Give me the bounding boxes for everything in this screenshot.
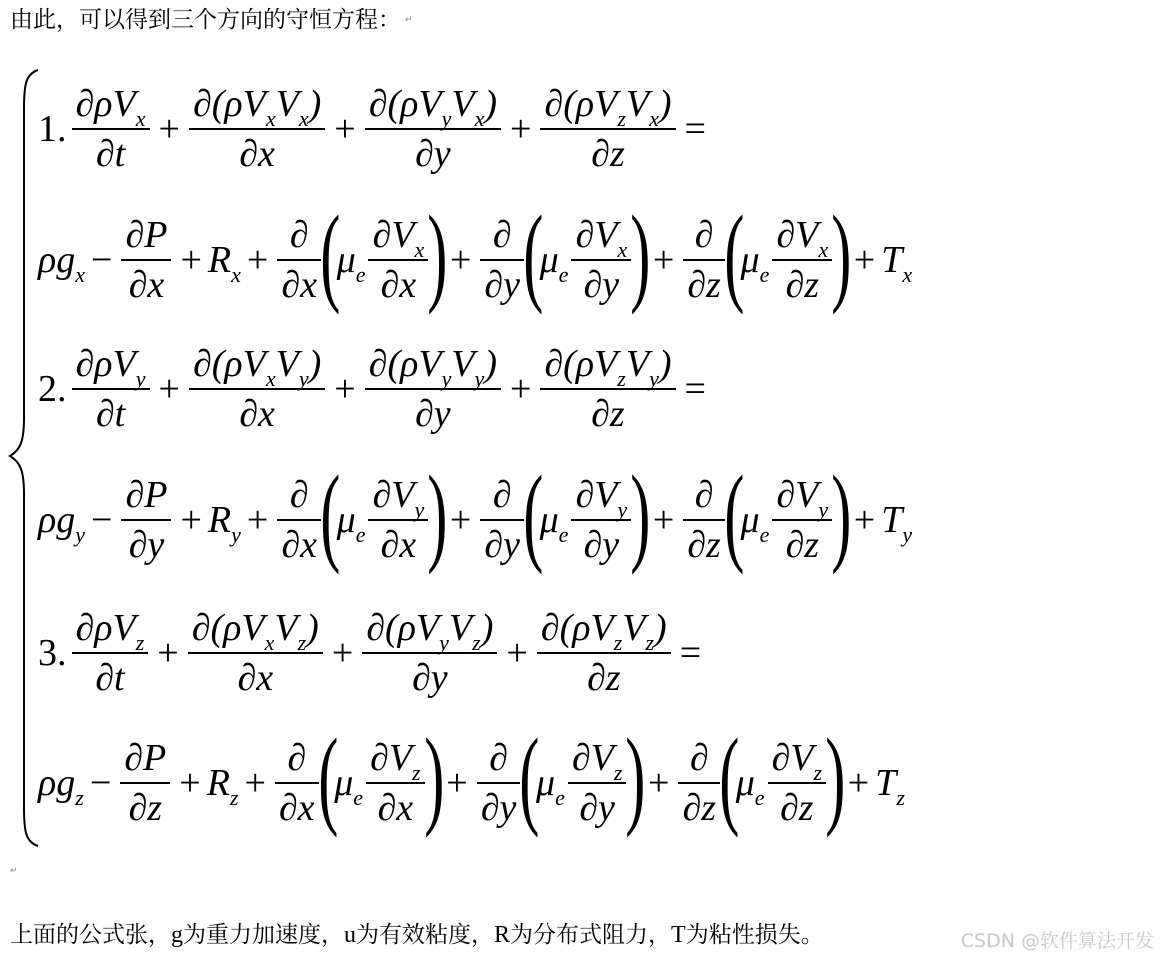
equation-2-rhs: $\rho g_y$ − $\frac{\partial P}{\partial y}$ + $R_y$ + $\frac{\partial}{\partial x}$ ( $\mu_e$ $\frac{\partial V_y}{\partial x}$ ) + $\frac{\partial}{\partial y}$ ( $\mu_e$ $\frac{\partial V_y}{\partial y}$ ) + $\frac{\partial}{\partial z}$ ( $\mu_e$ $\frac{\partial V_y}{\partial z}$ ) + $T_y$ — [38, 453, 913, 575]
equation-2-number: 2. — [38, 368, 67, 410]
intro-paragraph — [10, 4, 413, 36]
footer-text-3: 为有效粘度， — [356, 922, 494, 948]
footer-paragraph — [10, 918, 824, 952]
intro-text: 由此，可以得到三个方向的守恒方程： — [10, 7, 401, 33]
footer-var-R: R — [494, 922, 511, 948]
equation-1-rhs: $\rho g_x$ − $\frac{\partial P}{\partial x}$ + $R_x$ + $\frac{\partial}{\partial x}$ ( $\mu_e$ $\frac{\partial V_x}{\partial x}$ ) + $\frac{\partial}{\partial y}$ ( $\mu_e$ $\frac{\partial V_x}{\partial y}$ ) + $\frac{\partial}{\partial z}$ ( $\mu_e$ $\frac{\partial V_x}{\partial z}$ ) + $T_x$ — [38, 193, 913, 315]
equation-2-lhs: 2. $\frac{\partial\rho V_y}{\partial t}$ + $\frac{\partial(\rho V_xV_y)}{\partial x}$ + $\frac{\partial(\rho V_yV_y)}{\partial y}$ + $\frac{\partial(\rho V_zV_y)}{\partial z}$ = — [38, 343, 706, 435]
equation-1-number: 1. — [38, 108, 67, 150]
footer-text-1: 上面的公式张， — [10, 922, 171, 948]
paragraph-mark-icon: ↵ — [405, 15, 413, 25]
footer-var-g: g — [171, 922, 183, 948]
footer-text-4: 为分布式阻力， — [510, 922, 672, 948]
equation-3-lhs: 3. $\frac{\partial\rho V_z}{\partial t}$ + $\frac{\partial(\rho V_xV_z)}{\partial x}$ + $\frac{\partial(\rho V_yV_z)}{\partial y}$ + $\frac{\partial(\rho V_zV_z)}{\partial z}$ = — [38, 607, 702, 699]
footer-text-5: 为粘性损失。 — [685, 922, 824, 948]
watermark: CSDN @软件算法开发 — [960, 930, 1154, 952]
equation-3-rhs: $\rho g_z$ − $\frac{\partial P}{\partial z}$ + $R_z$ + $\frac{\partial}{\partial x}$ ( $\mu_e$ $\frac{\partial V_z}{\partial x}$ ) + $\frac{\partial}{\partial y}$ ( $\mu_e$ $\frac{\partial V_z}{\partial y}$ ) + $\frac{\partial}{\partial z}$ ( $\mu_e$ $\frac{\partial V_z}{\partial z}$ ) + $T_z$ — [38, 716, 905, 838]
paragraph-mark-icon: ↵ — [10, 866, 18, 876]
footer-var-T: T — [671, 922, 686, 948]
equation-3-number: 3. — [38, 632, 67, 674]
equation-1-lhs: 1. $\frac{\partial\rho V_x}{\partial t}$ + $\frac{\partial(\rho V_xV_x)}{\partial x}$ + $\frac{\partial(\rho V_yV_x)}{\partial y}$ + $\frac{\partial(\rho V_zV_x)}{\partial z}$ = — [38, 83, 706, 175]
footer-text-2: 为重力加速度， — [183, 922, 344, 948]
footer-var-u: u — [344, 922, 356, 948]
